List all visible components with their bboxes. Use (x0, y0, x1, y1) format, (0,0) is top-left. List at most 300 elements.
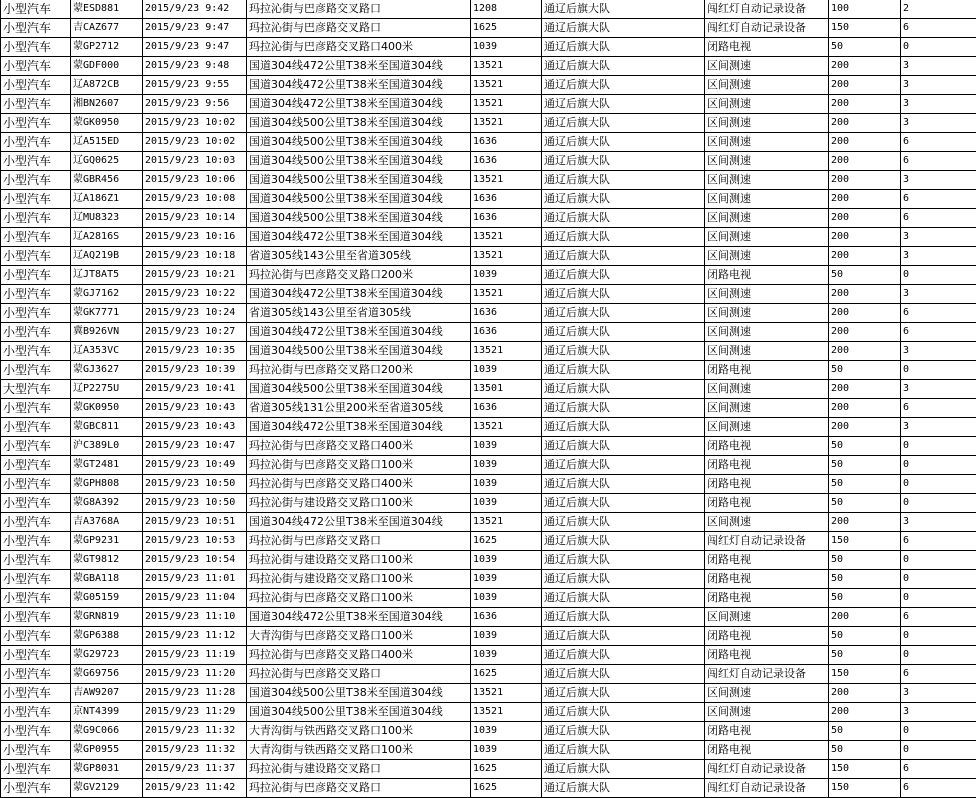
department-cell[interactable]: 通辽后旗大队 (542, 114, 705, 133)
points-cell[interactable]: 2 (901, 0, 976, 19)
fine-amount-cell[interactable]: 50 (829, 266, 901, 285)
location-cell[interactable]: 国道304线472公里T38米至国道304线 (247, 323, 471, 342)
device-cell[interactable]: 区间测速 (705, 399, 829, 418)
fine-amount-cell[interactable]: 50 (829, 38, 901, 57)
department-cell[interactable]: 通辽后旗大队 (542, 494, 705, 513)
plate-number-cell[interactable]: 辽AQ219B (71, 247, 143, 266)
plate-number-cell[interactable]: 蒙GK0950 (71, 114, 143, 133)
datetime-cell[interactable]: 2015/9/23 10:41 (143, 380, 247, 399)
department-cell[interactable]: 通辽后旗大队 (542, 684, 705, 703)
table-row[interactable] (1, 627, 976, 646)
plate-number-cell[interactable]: 蒙GT9812 (71, 551, 143, 570)
violation-code-cell[interactable]: 13521 (471, 684, 542, 703)
violation-code-cell[interactable]: 13521 (471, 114, 542, 133)
table-row[interactable] (1, 456, 976, 475)
plate-number-cell[interactable]: 蒙G05159 (71, 589, 143, 608)
vehicle-type-cell[interactable]: 小型汽车 (1, 342, 71, 361)
points-cell[interactable]: 6 (901, 399, 976, 418)
fine-amount-cell[interactable]: 200 (829, 342, 901, 361)
vehicle-type-cell[interactable]: 小型汽车 (1, 133, 71, 152)
plate-number-cell[interactable]: 蒙ESD881 (71, 0, 143, 19)
points-cell[interactable]: 3 (901, 228, 976, 247)
points-cell[interactable]: 6 (901, 133, 976, 152)
violation-code-cell[interactable]: 1208 (471, 0, 542, 19)
datetime-cell[interactable]: 2015/9/23 10:02 (143, 133, 247, 152)
violation-code-cell[interactable]: 1636 (471, 152, 542, 171)
plate-number-cell[interactable]: 辽A515ED (71, 133, 143, 152)
datetime-cell[interactable]: 2015/9/23 11:32 (143, 722, 247, 741)
fine-amount-cell[interactable]: 200 (829, 190, 901, 209)
plate-number-cell[interactable]: 蒙GK0950 (71, 399, 143, 418)
fine-amount-cell[interactable]: 200 (829, 228, 901, 247)
datetime-cell[interactable]: 2015/9/23 10:50 (143, 475, 247, 494)
location-cell[interactable]: 国道304线500公里T38米至国道304线 (247, 684, 471, 703)
vehicle-type-cell[interactable]: 小型汽车 (1, 475, 71, 494)
points-cell[interactable]: 3 (901, 380, 976, 399)
department-cell[interactable]: 通辽后旗大队 (542, 703, 705, 722)
datetime-cell[interactable]: 2015/9/23 10:50 (143, 494, 247, 513)
violation-code-cell[interactable]: 13521 (471, 247, 542, 266)
table-row[interactable] (1, 95, 976, 114)
plate-number-cell[interactable]: 吉AW9207 (71, 684, 143, 703)
vehicle-type-cell[interactable]: 小型汽车 (1, 513, 71, 532)
datetime-cell[interactable]: 2015/9/23 10:06 (143, 171, 247, 190)
department-cell[interactable]: 通辽后旗大队 (542, 209, 705, 228)
table-row[interactable] (1, 19, 976, 38)
table-row[interactable] (1, 171, 976, 190)
location-cell[interactable]: 省道305线143公里至省道305线 (247, 247, 471, 266)
points-cell[interactable]: 0 (901, 437, 976, 456)
plate-number-cell[interactable]: 辽P2275U (71, 380, 143, 399)
vehicle-type-cell[interactable]: 小型汽车 (1, 209, 71, 228)
device-cell[interactable]: 区间测速 (705, 285, 829, 304)
datetime-cell[interactable]: 2015/9/23 11:04 (143, 589, 247, 608)
vehicle-type-cell[interactable]: 小型汽车 (1, 418, 71, 437)
fine-amount-cell[interactable]: 50 (829, 551, 901, 570)
violation-code-cell[interactable]: 13521 (471, 57, 542, 76)
datetime-cell[interactable]: 2015/9/23 11:42 (143, 779, 247, 798)
points-cell[interactable]: 0 (901, 741, 976, 760)
points-cell[interactable]: 3 (901, 247, 976, 266)
violation-code-cell[interactable]: 1039 (471, 570, 542, 589)
device-cell[interactable]: 闭路电视 (705, 456, 829, 475)
device-cell[interactable]: 区间测速 (705, 190, 829, 209)
points-cell[interactable]: 6 (901, 532, 976, 551)
department-cell[interactable]: 通辽后旗大队 (542, 665, 705, 684)
points-cell[interactable]: 0 (901, 361, 976, 380)
device-cell[interactable]: 闭路电视 (705, 570, 829, 589)
plate-number-cell[interactable]: 蒙GPH808 (71, 475, 143, 494)
location-cell[interactable]: 国道304线472公里T38米至国道304线 (247, 513, 471, 532)
table-row[interactable] (1, 0, 976, 19)
vehicle-type-cell[interactable]: 小型汽车 (1, 589, 71, 608)
table-row[interactable] (1, 513, 976, 532)
table-row[interactable] (1, 266, 976, 285)
violation-code-cell[interactable]: 1039 (471, 646, 542, 665)
violation-code-cell[interactable]: 13521 (471, 342, 542, 361)
location-cell[interactable]: 国道304线500公里T38米至国道304线 (247, 703, 471, 722)
datetime-cell[interactable]: 2015/9/23 10:08 (143, 190, 247, 209)
device-cell[interactable]: 闭路电视 (705, 551, 829, 570)
plate-number-cell[interactable]: 蒙GDF000 (71, 57, 143, 76)
location-cell[interactable]: 国道304线500公里T38米至国道304线 (247, 190, 471, 209)
vehicle-type-cell[interactable]: 小型汽车 (1, 608, 71, 627)
fine-amount-cell[interactable]: 200 (829, 418, 901, 437)
department-cell[interactable]: 通辽后旗大队 (542, 190, 705, 209)
fine-amount-cell[interactable]: 200 (829, 608, 901, 627)
table-row[interactable] (1, 608, 976, 627)
department-cell[interactable]: 通辽后旗大队 (542, 722, 705, 741)
department-cell[interactable]: 通辽后旗大队 (542, 475, 705, 494)
location-cell[interactable]: 国道304线472公里T38米至国道304线 (247, 228, 471, 247)
fine-amount-cell[interactable]: 200 (829, 95, 901, 114)
location-cell[interactable]: 国道304线472公里T38米至国道304线 (247, 95, 471, 114)
location-cell[interactable]: 玛拉沁街与建设路交叉路口100米 (247, 494, 471, 513)
device-cell[interactable]: 闭路电视 (705, 722, 829, 741)
table-row[interactable] (1, 475, 976, 494)
location-cell[interactable]: 国道304线472公里T38米至国道304线 (247, 418, 471, 437)
violation-code-cell[interactable]: 1039 (471, 589, 542, 608)
vehicle-type-cell[interactable]: 小型汽车 (1, 57, 71, 76)
location-cell[interactable]: 国道304线500公里T38米至国道304线 (247, 171, 471, 190)
datetime-cell[interactable]: 2015/9/23 9:56 (143, 95, 247, 114)
location-cell[interactable]: 大青沟街与巴彦路交叉路口100米 (247, 627, 471, 646)
device-cell[interactable]: 区间测速 (705, 95, 829, 114)
points-cell[interactable]: 3 (901, 171, 976, 190)
violation-code-cell[interactable]: 1625 (471, 665, 542, 684)
department-cell[interactable]: 通辽后旗大队 (542, 38, 705, 57)
device-cell[interactable]: 区间测速 (705, 247, 829, 266)
department-cell[interactable]: 通辽后旗大队 (542, 95, 705, 114)
violation-code-cell[interactable]: 1039 (471, 494, 542, 513)
location-cell[interactable]: 玛拉沁街与巴彦路交叉路口 (247, 665, 471, 684)
department-cell[interactable]: 通辽后旗大队 (542, 19, 705, 38)
points-cell[interactable]: 6 (901, 209, 976, 228)
plate-number-cell[interactable]: 蒙GBA118 (71, 570, 143, 589)
violation-code-cell[interactable]: 1039 (471, 361, 542, 380)
fine-amount-cell[interactable]: 200 (829, 171, 901, 190)
violation-code-cell[interactable]: 1039 (471, 38, 542, 57)
location-cell[interactable]: 玛拉沁街与巴彦路交叉路口 (247, 532, 471, 551)
location-cell[interactable]: 玛拉沁街与建设路交叉路口100米 (247, 551, 471, 570)
datetime-cell[interactable]: 2015/9/23 10:16 (143, 228, 247, 247)
device-cell[interactable]: 区间测速 (705, 418, 829, 437)
fine-amount-cell[interactable]: 200 (829, 323, 901, 342)
datetime-cell[interactable]: 2015/9/23 10:39 (143, 361, 247, 380)
points-cell[interactable]: 0 (901, 456, 976, 475)
datetime-cell[interactable]: 2015/9/23 10:43 (143, 399, 247, 418)
datetime-cell[interactable]: 2015/9/23 11:32 (143, 741, 247, 760)
fine-amount-cell[interactable]: 50 (829, 570, 901, 589)
table-row[interactable] (1, 247, 976, 266)
plate-number-cell[interactable]: 蒙GP0955 (71, 741, 143, 760)
points-cell[interactable]: 0 (901, 266, 976, 285)
violation-code-cell[interactable]: 13521 (471, 703, 542, 722)
vehicle-type-cell[interactable]: 小型汽车 (1, 760, 71, 779)
location-cell[interactable]: 大青沟街与铁西路交叉路口100米 (247, 741, 471, 760)
datetime-cell[interactable]: 2015/9/23 11:01 (143, 570, 247, 589)
datetime-cell[interactable]: 2015/9/23 10:47 (143, 437, 247, 456)
plate-number-cell[interactable]: 蒙G8A392 (71, 494, 143, 513)
datetime-cell[interactable]: 2015/9/23 10:22 (143, 285, 247, 304)
violation-code-cell[interactable]: 1039 (471, 627, 542, 646)
device-cell[interactable]: 闯红灯自动记录设备 (705, 19, 829, 38)
department-cell[interactable]: 通辽后旗大队 (542, 342, 705, 361)
device-cell[interactable]: 闯红灯自动记录设备 (705, 0, 829, 19)
plate-number-cell[interactable]: 蒙GP8031 (71, 760, 143, 779)
datetime-cell[interactable]: 2015/9/23 11:10 (143, 608, 247, 627)
vehicle-type-cell[interactable]: 小型汽车 (1, 76, 71, 95)
department-cell[interactable]: 通辽后旗大队 (542, 779, 705, 798)
vehicle-type-cell[interactable]: 小型汽车 (1, 627, 71, 646)
device-cell[interactable]: 区间测速 (705, 152, 829, 171)
points-cell[interactable]: 6 (901, 323, 976, 342)
datetime-cell[interactable]: 2015/9/23 11:12 (143, 627, 247, 646)
plate-number-cell[interactable]: 辽A2816S (71, 228, 143, 247)
device-cell[interactable]: 区间测速 (705, 608, 829, 627)
department-cell[interactable]: 通辽后旗大队 (542, 608, 705, 627)
location-cell[interactable]: 国道304线472公里T38米至国道304线 (247, 285, 471, 304)
fine-amount-cell[interactable]: 200 (829, 399, 901, 418)
points-cell[interactable]: 0 (901, 722, 976, 741)
plate-number-cell[interactable]: 蒙GP9231 (71, 532, 143, 551)
device-cell[interactable]: 区间测速 (705, 342, 829, 361)
vehicle-type-cell[interactable]: 小型汽车 (1, 722, 71, 741)
vehicle-type-cell[interactable]: 小型汽车 (1, 703, 71, 722)
fine-amount-cell[interactable]: 50 (829, 589, 901, 608)
location-cell[interactable]: 玛拉沁街与巴彦路交叉路口400米 (247, 646, 471, 665)
vehicle-type-cell[interactable]: 小型汽车 (1, 551, 71, 570)
department-cell[interactable]: 通辽后旗大队 (542, 323, 705, 342)
location-cell[interactable]: 玛拉沁街与建设路交叉路口100米 (247, 570, 471, 589)
fine-amount-cell[interactable]: 200 (829, 380, 901, 399)
vehicle-type-cell[interactable]: 小型汽车 (1, 437, 71, 456)
plate-number-cell[interactable]: 蒙GJ3627 (71, 361, 143, 380)
device-cell[interactable]: 闭路电视 (705, 589, 829, 608)
department-cell[interactable]: 通辽后旗大队 (542, 285, 705, 304)
violation-code-cell[interactable]: 1636 (471, 399, 542, 418)
plate-number-cell[interactable]: 辽MU8323 (71, 209, 143, 228)
plate-number-cell[interactable]: 辽A872CB (71, 76, 143, 95)
vehicle-type-cell[interactable]: 小型汽车 (1, 171, 71, 190)
vehicle-type-cell[interactable]: 小型汽车 (1, 38, 71, 57)
fine-amount-cell[interactable]: 200 (829, 76, 901, 95)
table-row[interactable] (1, 684, 976, 703)
datetime-cell[interactable]: 2015/9/23 9:47 (143, 19, 247, 38)
fine-amount-cell[interactable]: 200 (829, 703, 901, 722)
location-cell[interactable]: 大青沟街与铁西路交叉路口100米 (247, 722, 471, 741)
department-cell[interactable]: 通辽后旗大队 (542, 304, 705, 323)
department-cell[interactable]: 通辽后旗大队 (542, 627, 705, 646)
violation-code-cell[interactable]: 1039 (471, 475, 542, 494)
datetime-cell[interactable]: 2015/9/23 10:43 (143, 418, 247, 437)
table-row[interactable] (1, 380, 976, 399)
points-cell[interactable]: 3 (901, 418, 976, 437)
fine-amount-cell[interactable]: 200 (829, 152, 901, 171)
table-row[interactable] (1, 114, 976, 133)
points-cell[interactable]: 0 (901, 475, 976, 494)
datetime-cell[interactable]: 2015/9/23 11:29 (143, 703, 247, 722)
datetime-cell[interactable]: 2015/9/23 10:27 (143, 323, 247, 342)
points-cell[interactable]: 3 (901, 114, 976, 133)
department-cell[interactable]: 通辽后旗大队 (542, 399, 705, 418)
table-row[interactable] (1, 532, 976, 551)
fine-amount-cell[interactable]: 50 (829, 722, 901, 741)
vehicle-type-cell[interactable]: 小型汽车 (1, 494, 71, 513)
department-cell[interactable]: 通辽后旗大队 (542, 57, 705, 76)
datetime-cell[interactable]: 2015/9/23 10:03 (143, 152, 247, 171)
device-cell[interactable]: 闭路电视 (705, 494, 829, 513)
department-cell[interactable]: 通辽后旗大队 (542, 133, 705, 152)
location-cell[interactable]: 玛拉沁街与巴彦路交叉路口200米 (247, 266, 471, 285)
device-cell[interactable]: 区间测速 (705, 76, 829, 95)
table-row[interactable] (1, 57, 976, 76)
vehicle-type-cell[interactable]: 小型汽车 (1, 741, 71, 760)
plate-number-cell[interactable]: 蒙GP2712 (71, 38, 143, 57)
table-row[interactable] (1, 779, 976, 798)
department-cell[interactable]: 通辽后旗大队 (542, 228, 705, 247)
violation-code-cell[interactable]: 1039 (471, 722, 542, 741)
violation-code-cell[interactable]: 13521 (471, 171, 542, 190)
datetime-cell[interactable]: 2015/9/23 11:28 (143, 684, 247, 703)
plate-number-cell[interactable]: 蒙G69756 (71, 665, 143, 684)
table-row[interactable] (1, 570, 976, 589)
plate-number-cell[interactable]: 蒙GP6388 (71, 627, 143, 646)
table-row[interactable] (1, 228, 976, 247)
fine-amount-cell[interactable]: 200 (829, 209, 901, 228)
department-cell[interactable]: 通辽后旗大队 (542, 380, 705, 399)
vehicle-type-cell[interactable]: 小型汽车 (1, 19, 71, 38)
fine-amount-cell[interactable]: 50 (829, 456, 901, 475)
department-cell[interactable]: 通辽后旗大队 (542, 361, 705, 380)
vehicle-type-cell[interactable]: 小型汽车 (1, 95, 71, 114)
plate-number-cell[interactable]: 蒙GV2129 (71, 779, 143, 798)
vehicle-type-cell[interactable]: 小型汽车 (1, 684, 71, 703)
location-cell[interactable]: 国道304线500公里T38米至国道304线 (247, 380, 471, 399)
datetime-cell[interactable]: 2015/9/23 9:47 (143, 38, 247, 57)
violation-code-cell[interactable]: 1039 (471, 266, 542, 285)
department-cell[interactable]: 通辽后旗大队 (542, 589, 705, 608)
department-cell[interactable]: 通辽后旗大队 (542, 152, 705, 171)
table-row[interactable] (1, 399, 976, 418)
table-row[interactable] (1, 190, 976, 209)
fine-amount-cell[interactable]: 150 (829, 665, 901, 684)
table-row[interactable] (1, 76, 976, 95)
violation-code-cell[interactable]: 1039 (471, 456, 542, 475)
fine-amount-cell[interactable]: 50 (829, 741, 901, 760)
datetime-cell[interactable]: 2015/9/23 10:35 (143, 342, 247, 361)
department-cell[interactable]: 通辽后旗大队 (542, 0, 705, 19)
location-cell[interactable]: 国道304线500公里T38米至国道304线 (247, 209, 471, 228)
device-cell[interactable]: 闭路电视 (705, 38, 829, 57)
datetime-cell[interactable]: 2015/9/23 10:21 (143, 266, 247, 285)
violation-code-cell[interactable]: 1039 (471, 551, 542, 570)
plate-number-cell[interactable]: 京NT4399 (71, 703, 143, 722)
vehicle-type-cell[interactable]: 小型汽车 (1, 399, 71, 418)
fine-amount-cell[interactable]: 150 (829, 779, 901, 798)
table-row[interactable] (1, 646, 976, 665)
points-cell[interactable]: 3 (901, 684, 976, 703)
violation-code-cell[interactable]: 1625 (471, 779, 542, 798)
points-cell[interactable]: 6 (901, 304, 976, 323)
datetime-cell[interactable]: 2015/9/23 10:24 (143, 304, 247, 323)
device-cell[interactable]: 闯红灯自动记录设备 (705, 760, 829, 779)
fine-amount-cell[interactable]: 200 (829, 57, 901, 76)
vehicle-type-cell[interactable]: 小型汽车 (1, 190, 71, 209)
location-cell[interactable]: 国道304线500公里T38米至国道304线 (247, 133, 471, 152)
points-cell[interactable]: 0 (901, 589, 976, 608)
fine-amount-cell[interactable]: 150 (829, 19, 901, 38)
plate-number-cell[interactable]: 辽GQ0625 (71, 152, 143, 171)
department-cell[interactable]: 通辽后旗大队 (542, 437, 705, 456)
vehicle-type-cell[interactable]: 大型汽车 (1, 380, 71, 399)
location-cell[interactable]: 玛拉沁街与建设路交叉路口 (247, 760, 471, 779)
vehicle-type-cell[interactable]: 小型汽车 (1, 361, 71, 380)
fine-amount-cell[interactable]: 50 (829, 361, 901, 380)
device-cell[interactable]: 区间测速 (705, 323, 829, 342)
location-cell[interactable]: 国道304线500公里T38米至国道304线 (247, 152, 471, 171)
vehicle-type-cell[interactable]: 小型汽车 (1, 152, 71, 171)
device-cell[interactable]: 区间测速 (705, 57, 829, 76)
vehicle-type-cell[interactable]: 小型汽车 (1, 532, 71, 551)
violation-code-cell[interactable]: 13521 (471, 76, 542, 95)
violation-code-cell[interactable]: 13501 (471, 380, 542, 399)
department-cell[interactable]: 通辽后旗大队 (542, 247, 705, 266)
device-cell[interactable]: 闯红灯自动记录设备 (705, 779, 829, 798)
location-cell[interactable]: 玛拉沁街与巴彦路交叉路口100米 (247, 589, 471, 608)
table-row[interactable] (1, 361, 976, 380)
table-row[interactable] (1, 418, 976, 437)
vehicle-type-cell[interactable]: 小型汽车 (1, 456, 71, 475)
department-cell[interactable]: 通辽后旗大队 (542, 551, 705, 570)
vehicle-type-cell[interactable]: 小型汽车 (1, 570, 71, 589)
violation-code-cell[interactable]: 1636 (471, 190, 542, 209)
vehicle-type-cell[interactable]: 小型汽车 (1, 114, 71, 133)
fine-amount-cell[interactable]: 200 (829, 304, 901, 323)
table-row[interactable] (1, 342, 976, 361)
violation-code-cell[interactable]: 13521 (471, 513, 542, 532)
table-row[interactable] (1, 437, 976, 456)
vehicle-type-cell[interactable]: 小型汽车 (1, 0, 71, 19)
vehicle-type-cell[interactable]: 小型汽车 (1, 228, 71, 247)
fine-amount-cell[interactable]: 200 (829, 114, 901, 133)
plate-number-cell[interactable]: 蒙GT2481 (71, 456, 143, 475)
points-cell[interactable]: 6 (901, 190, 976, 209)
points-cell[interactable]: 0 (901, 494, 976, 513)
violation-code-cell[interactable]: 13521 (471, 285, 542, 304)
plate-number-cell[interactable]: 辽A186Z1 (71, 190, 143, 209)
violation-code-cell[interactable]: 1039 (471, 741, 542, 760)
table-row[interactable] (1, 152, 976, 171)
fine-amount-cell[interactable]: 200 (829, 684, 901, 703)
datetime-cell[interactable]: 2015/9/23 10:18 (143, 247, 247, 266)
department-cell[interactable]: 通辽后旗大队 (542, 646, 705, 665)
device-cell[interactable]: 区间测速 (705, 171, 829, 190)
location-cell[interactable]: 玛拉沁街与巴彦路交叉路口 (247, 0, 471, 19)
points-cell[interactable]: 0 (901, 646, 976, 665)
location-cell[interactable]: 国道304线472公里T38米至国道304线 (247, 57, 471, 76)
fine-amount-cell[interactable]: 50 (829, 494, 901, 513)
device-cell[interactable]: 闭路电视 (705, 475, 829, 494)
department-cell[interactable]: 通辽后旗大队 (542, 532, 705, 551)
points-cell[interactable]: 6 (901, 608, 976, 627)
table-row[interactable] (1, 551, 976, 570)
points-cell[interactable]: 3 (901, 342, 976, 361)
violation-code-cell[interactable]: 1636 (471, 608, 542, 627)
violation-code-cell[interactable]: 1039 (471, 437, 542, 456)
table-row[interactable] (1, 133, 976, 152)
fine-amount-cell[interactable]: 150 (829, 532, 901, 551)
